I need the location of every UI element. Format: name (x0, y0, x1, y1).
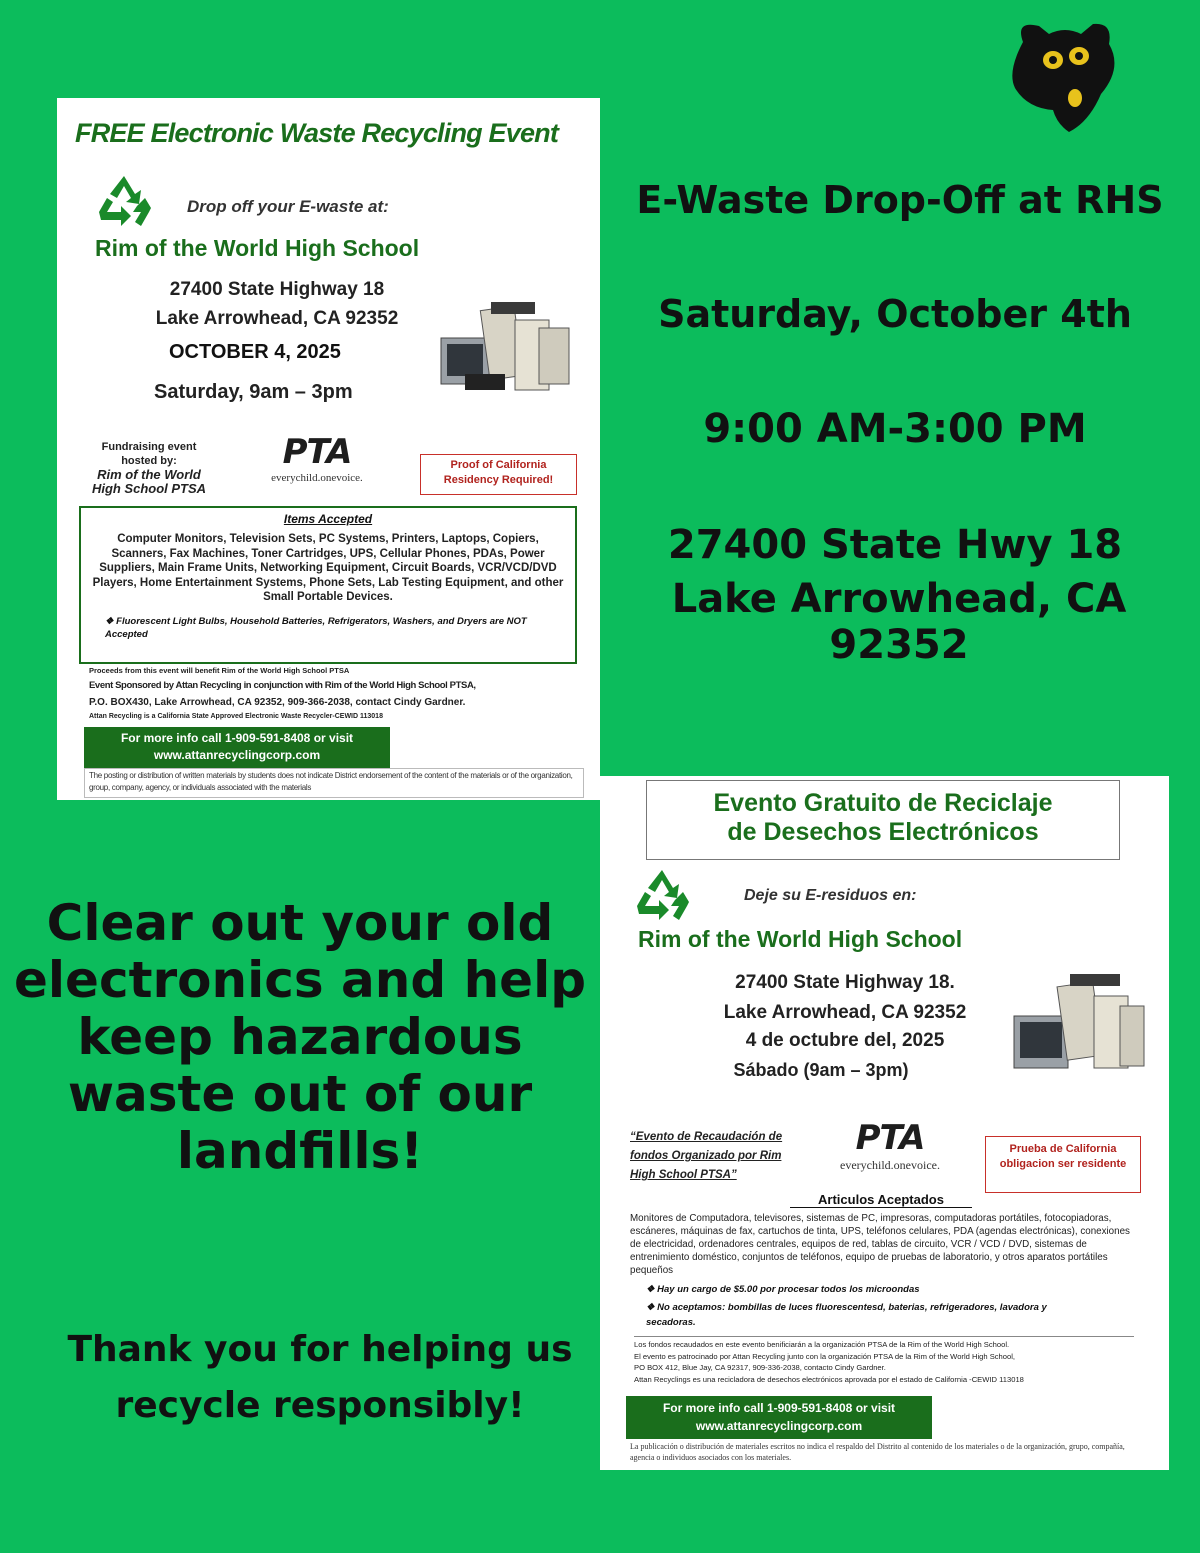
sponsor-line2: P.O. BOX430, Lake Arrowhead, CA 92352, 909-366-2038, contact Cindy Gardner. (89, 697, 466, 708)
residency-line: Proof of California (450, 459, 547, 471)
fine-line: Attan Recyclings es una recicladora de desechos electrónicos aprovada por el estado de California -CEWID 113018 (634, 1374, 1024, 1384)
pta-tagline: everychild.onevoice. (271, 472, 363, 484)
message-line: waste out of our (67, 1065, 533, 1123)
host-block (79, 440, 219, 496)
thanks-line: Thank you for helping us (67, 1329, 573, 1370)
not-accepted-text: No aceptamos: bombillas de luces fluorescentesd, baterias, refrigeradores, lavadora y secadoras. (646, 1302, 1047, 1328)
event-time-flyer: Sábado (9am – 3pm) (733, 1060, 909, 1080)
info-banner (84, 727, 390, 768)
recycle-icon (93, 172, 155, 230)
pta-logo (812, 1118, 968, 1173)
event-address-line2: Lake Arrowhead, CA 92352 (671, 576, 1127, 668)
approved-text: Attan Recycling is a California State Approved Electronic Waste Recycler-CEWID 113018 (89, 713, 383, 720)
not-accepted-note (105, 615, 563, 641)
event-address-line1: 27400 State Hwy 18 (667, 522, 1123, 568)
sponsor-line1: Event Sponsored by Attan Recycling in conjunction with Rim of the World High School PTSA, (89, 680, 476, 691)
pta-logo (242, 432, 392, 484)
fee-note-text: Hay un cargo de $5.00 por procesar todos los microondas (657, 1284, 920, 1295)
disclaimer: La publicación o distribución de materiales escritos no indica el respaldo del Distrito al contenido de los materiales o de la organización, grupo, compañía, agencia o individuos asociados con los materiales. (630, 1442, 1125, 1462)
school-name: Rim of the World High School (95, 235, 420, 261)
fee-note (646, 1284, 920, 1295)
host-line: fondos Organizado por Rim (630, 1150, 782, 1162)
dropoff-label: Deje su E-residuos en: (744, 887, 917, 904)
residency-line: Residency Required! (443, 474, 554, 486)
residency-line: obligacion ser residente (999, 1158, 1127, 1170)
items-title: Articulos Aceptados (790, 1192, 972, 1208)
message-line: keep hazardous (77, 1008, 523, 1066)
school-name: Rim of the World High School (638, 926, 963, 952)
not-accepted-note (646, 1300, 1066, 1330)
info-url[interactable]: www.attanrecyclingcorp.com (695, 1419, 863, 1433)
event-time-flyer: Saturday, 9am – 3pm (154, 381, 353, 403)
info-banner (626, 1396, 932, 1439)
address-line2: Lake Arrowhead, CA 92352 (155, 308, 399, 329)
items-text: Computer Monitors, Television Sets, PC Systems, Printers, Laptops, Copiers, Scanners, Fax Machines, Toner Cartridges, UPS, Cellular Phones, PDAs, Power Suppliers, Main Frame Units, Networking Equipment, Circuit Boards, VCR/VCD/DVD Players, Home Entertainment Systems, Phone Sets, Lab Testing Equipment, and other Small Portable Devices. (92, 533, 564, 603)
host-line: hosted by: (121, 455, 177, 467)
event-date-flyer: OCTOBER 4, 2025 (169, 341, 341, 363)
thanks-block (0, 1322, 640, 1434)
info-url[interactable]: www.attanrecyclingcorp.com (153, 748, 321, 762)
host-line: Fundraising event (101, 441, 197, 453)
fine-line: El evento es patrocinado por Attan Recycling junto con la organización PTSA de la Rim of the World High School, (634, 1351, 1016, 1361)
bullet-icon: ❖ (646, 1284, 658, 1295)
info-line: For more info call 1-909-591-8408 or visit (120, 731, 354, 745)
items-text: Monitores de Computadora, televisores, sistemas de PC, impresoras, computadoras portátiles, fotocopiadoras, escáneres, máquinas de fax, cartuchos de tinta, UPS, teléfonos celulares, PDA (agendas electrónicas), conexiones de electricidad, ordenadores centrales, equipos de red, tablas de circuito, VCR / VCD / DVD, sistemas de entrenimiento doméstico, conjuntos de teléfonos, equipo de pruebas de laboratorio, y otros aparatos portátiles pequeños (630, 1213, 1130, 1276)
dropoff-label: Drop off your E-waste at: (187, 197, 389, 216)
info-line: For more info call 1-909-591-8408 or visit (662, 1401, 896, 1415)
pta-tagline: everychild.onevoice. (840, 1158, 940, 1172)
flyer-spanish (600, 776, 1169, 1470)
event-heading: E-Waste Drop-Off at RHS (636, 178, 1164, 222)
residency-notice (985, 1136, 1141, 1193)
pta-logo-text: PTA (282, 432, 352, 472)
computer-pile-icon (435, 298, 575, 394)
host-line: “Evento de Recaudación de (630, 1131, 783, 1143)
items-accepted-box (79, 506, 577, 664)
flyer-title: FREE Electronic Waste Recycling Event (75, 118, 559, 148)
host-line: High School PTSA (91, 481, 207, 496)
computer-pile-icon (1008, 966, 1148, 1076)
message-line: electronics and help (13, 951, 587, 1009)
residency-line: Prueba de California (1009, 1143, 1117, 1155)
event-date: Saturday, October 4th (658, 292, 1132, 336)
fine-line: PO BOX 412, Blue Jay, CA 92317, 909-336-2038, contacto Cindy Gardner. (634, 1363, 886, 1372)
message-block (0, 895, 600, 1180)
flyer-title-line2: de Desechos Electrónicos (727, 818, 1039, 846)
fine-line: Los fondos recaudados en este evento benificiarán a la organización PTSA de la Rim of the World High School. (634, 1340, 1010, 1349)
disclaimer: The posting or distribution of written materials by students does not indicate District endorsement of the content of the materials or of the organization, group, company, agency, or individuals associated with the materials (84, 768, 584, 798)
pta-logo-text: PTA (855, 1118, 925, 1158)
flyer-title-line1: Evento Gratuito de Reciclaje (713, 789, 1053, 817)
fine-print (634, 1336, 1134, 1385)
proceeds-text: Proceeds from this event will benefit Rim of the World High School PTSA (89, 666, 350, 675)
recycle-icon (631, 866, 693, 924)
address-line2: Lake Arrowhead, CA 92352 (723, 1002, 967, 1023)
event-time: 9:00 AM-3:00 PM (703, 406, 1087, 452)
address-line1: 27400 State Highway 18. (735, 972, 955, 993)
event-date-flyer: 4 de octubre del, 2025 (745, 1030, 945, 1051)
bear-mascot-icon (1005, 12, 1125, 132)
title-box (646, 780, 1120, 860)
not-accepted-text: Fluorescent Light Bulbs, Household Batteries, Refrigerators, Washers, and Dryers are NOT Accepted (105, 615, 527, 640)
message-line: Clear out your old (46, 894, 554, 952)
flyer-english (57, 98, 600, 800)
message-line: landfills! (176, 1122, 424, 1180)
address-line1: 27400 State Highway 18 (169, 279, 385, 300)
bullet-icon: ❖ (105, 615, 117, 627)
items-title: Items Accepted (283, 512, 373, 526)
residency-notice (420, 454, 577, 495)
host-line: High School PTSA” (630, 1169, 737, 1181)
host-line: Rim of the World (97, 467, 201, 482)
thanks-line: recycle responsibly! (115, 1385, 525, 1426)
host-block (630, 1128, 806, 1185)
bullet-icon: ❖ (646, 1302, 658, 1313)
